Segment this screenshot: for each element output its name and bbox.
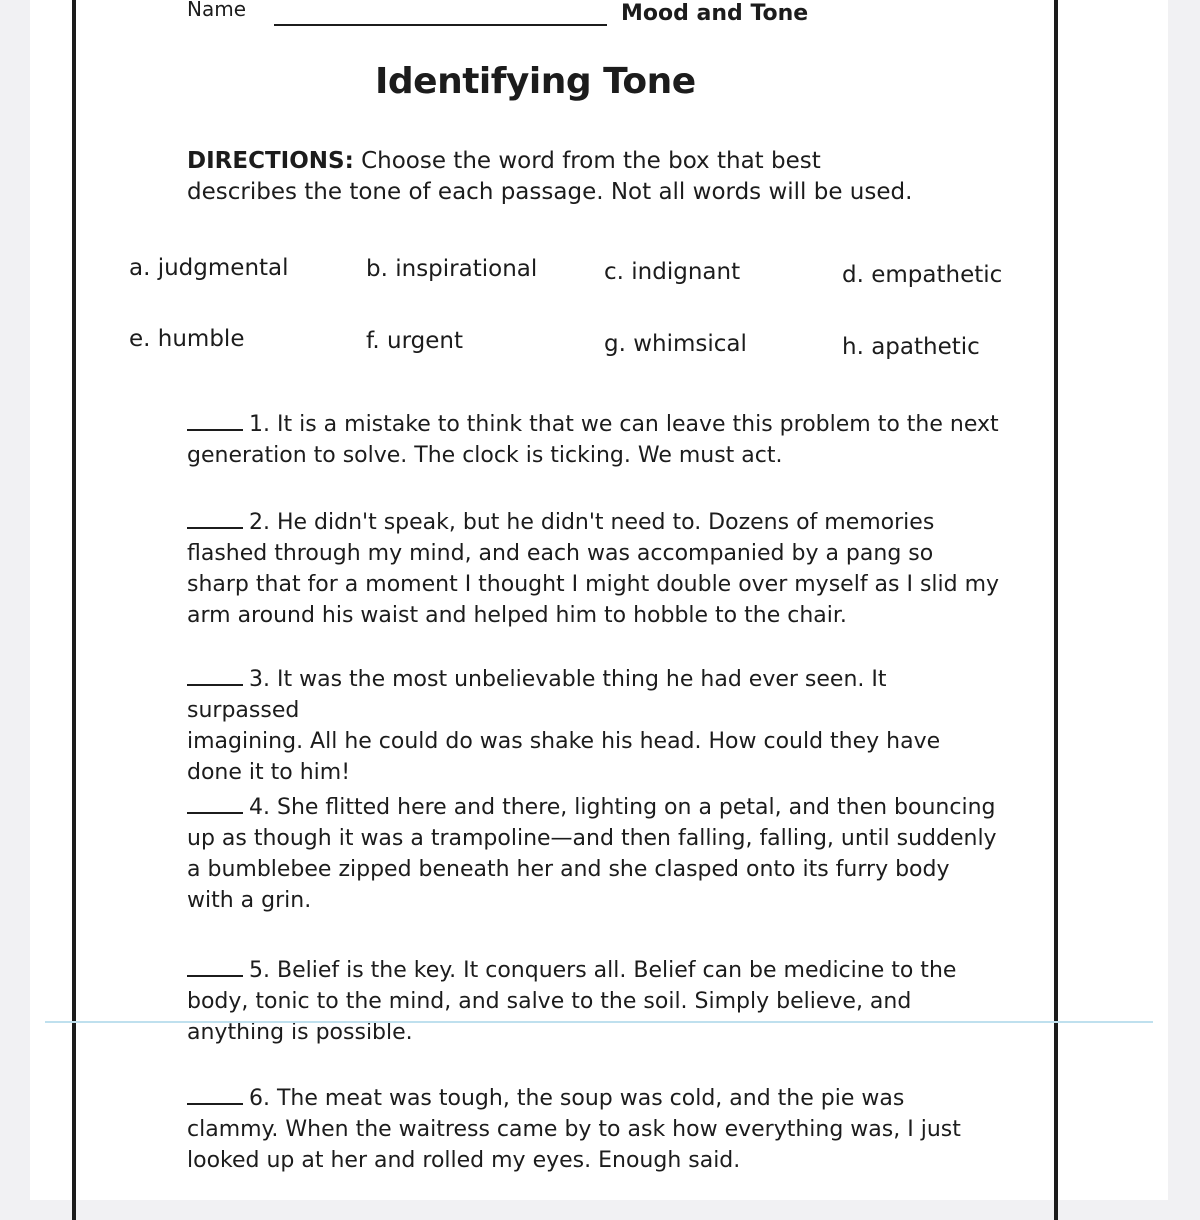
choice-c: c. indignant <box>604 259 741 285</box>
directions-label: DIRECTIONS: <box>187 148 354 174</box>
guide-line <box>45 1021 1153 1023</box>
choice-g: g. whimsical <box>604 331 747 357</box>
question-3: 3. It was the most unbelievable thing he had ever seen. It surpassed imagining. All he could do was shake his head. How could they have done it to him! <box>187 667 941 785</box>
answer-blank-4[interactable] <box>187 794 243 814</box>
choice-a: a. judgmental <box>129 255 289 281</box>
question-5: 5. Belief is the key. It conquers all. Belief can be medicine to the body, tonic to the mind, and salve to the soil. Simply believe, and anything is possible. <box>187 958 957 1045</box>
question-6: 6. The meat was tough, the soup was cold, and the pie was clammy. When the waitress came by to ask how everything was, I just looked up at her and rolled my eyes. Enough said. <box>187 1086 961 1173</box>
answer-blank-5[interactable] <box>187 957 243 977</box>
question-1: 1. It is a mistake to think that we can leave this problem to the next generation to solve. The clock is ticking. We must act. <box>187 412 999 468</box>
unit-title: Mood and Tone <box>621 1 809 26</box>
answer-blank-2[interactable] <box>187 509 243 529</box>
choice-e: e. humble <box>129 326 245 352</box>
answer-blank-3[interactable] <box>187 666 243 686</box>
question-2: 2. He didn't speak, but he didn't need to. Dozens of memories flashed through my mind, and each was accompanied by a pang so sharp that for a moment I thought I might double over myself as I slid my arm around his waist and helped him to hobble to the chair. <box>187 510 1000 628</box>
choice-h: h. apathetic <box>842 334 980 360</box>
answer-blank-1[interactable] <box>187 411 243 431</box>
name-field-line[interactable] <box>274 24 607 26</box>
choice-b: b. inspirational <box>366 256 538 282</box>
directions-line-2: describes the tone of each passage. Not all words will be used. <box>187 179 913 205</box>
directions-line-1: Choose the word from the box that best <box>361 148 821 174</box>
name-label: Name <box>187 0 247 21</box>
question-4: 4. She flitted here and there, lighting on a petal, and then bouncing up as though it was a trampoline—and then falling, falling, until suddenly a bumblebee zipped beneath her and she clasped onto its furry body with a grin. <box>187 795 997 913</box>
choice-d: d. empathetic <box>842 262 1003 288</box>
page-title: Identifying Tone <box>375 61 696 102</box>
directions <box>187 146 912 208</box>
choice-f: f. urgent <box>366 328 464 354</box>
answer-blank-6[interactable] <box>187 1085 243 1105</box>
